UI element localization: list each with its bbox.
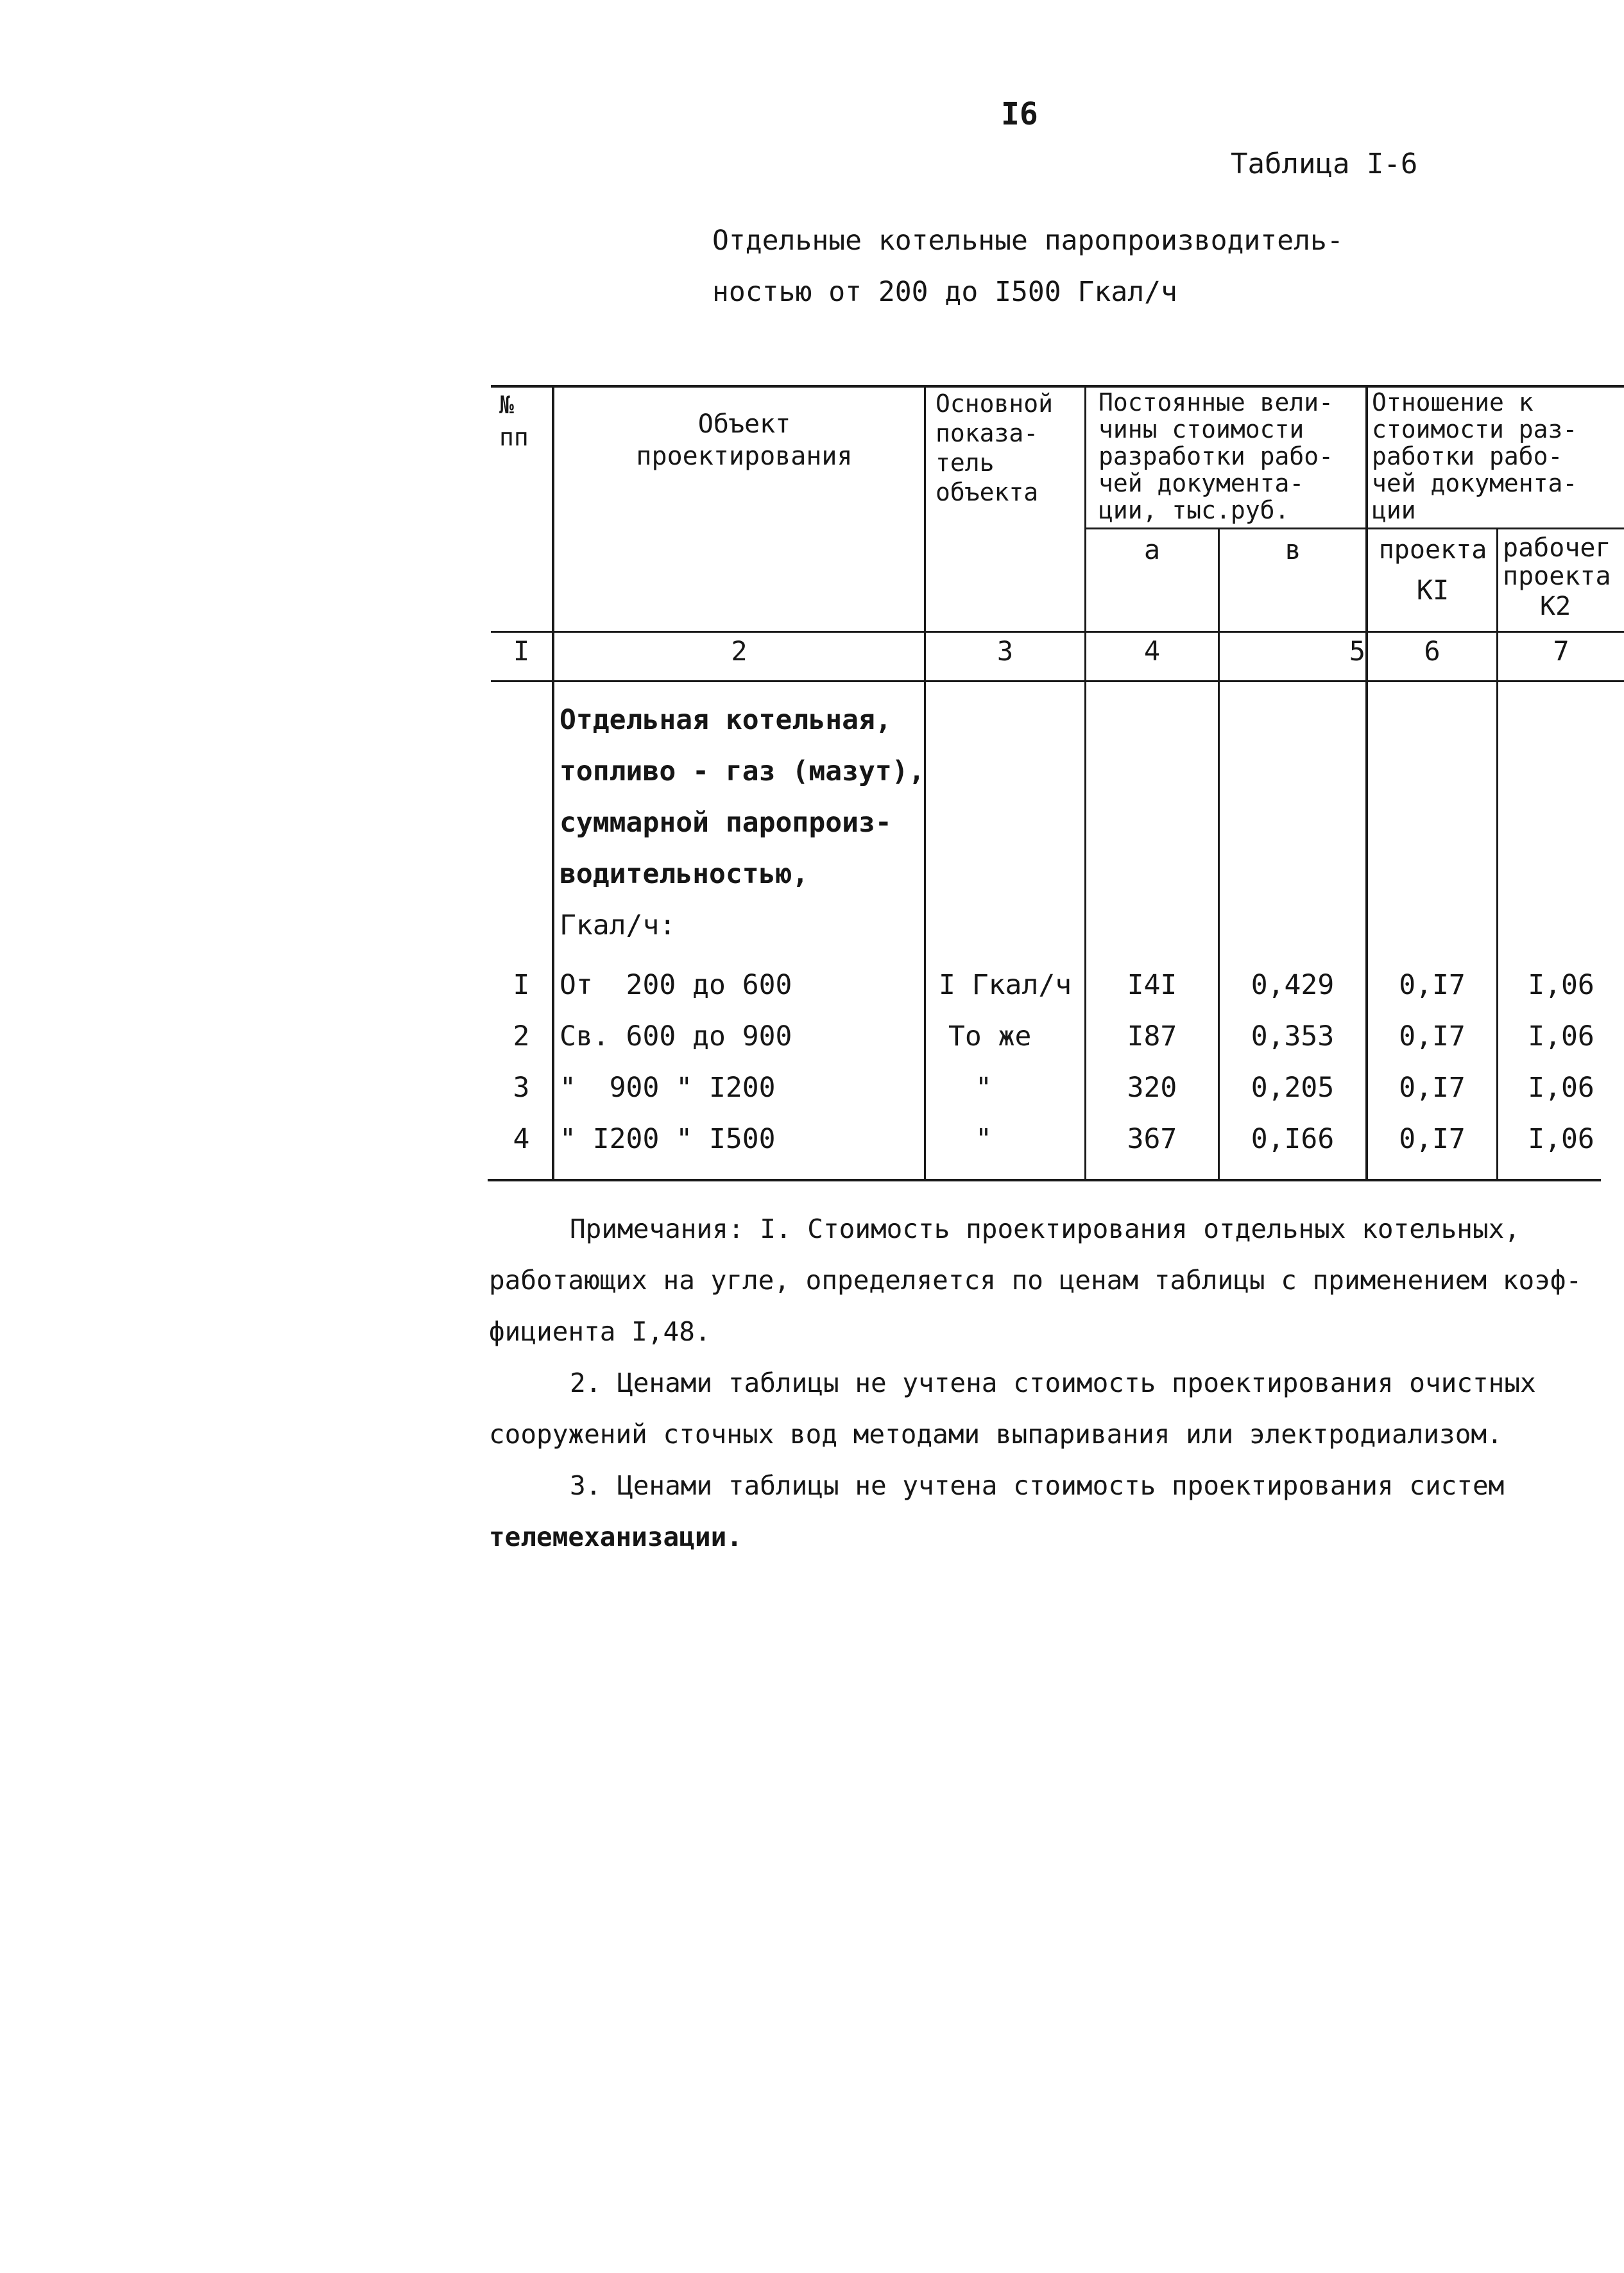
column-number-7: 7 xyxy=(1553,635,1569,667)
col-divider-3 xyxy=(1084,385,1086,1179)
row-k1: 0,I7 xyxy=(1399,1072,1466,1104)
row-number: 4 xyxy=(513,1123,530,1155)
column-number-2: 2 xyxy=(731,635,748,667)
column-number-5: 5 xyxy=(1349,635,1365,667)
group-label-line: Отдельная котельная, xyxy=(560,704,892,736)
row-number: 3 xyxy=(513,1072,530,1104)
row-k2: I,06 xyxy=(1528,1072,1594,1104)
row-value-b: 0,I66 xyxy=(1251,1123,1335,1155)
column-number-1: I xyxy=(513,635,530,667)
row-value-b: 0,205 xyxy=(1251,1072,1335,1104)
row-object: От 200 до 600 xyxy=(560,969,792,1001)
table-title-line-1: Отдельные котельные паропроизводитель- xyxy=(712,225,1344,257)
group-label-line: Гкал/ч: xyxy=(560,909,676,941)
row-k2: I,06 xyxy=(1528,1123,1594,1155)
row-object: " 900 " I200 xyxy=(560,1072,776,1104)
row-k1: 0,I7 xyxy=(1399,1123,1466,1155)
subheader-rule xyxy=(1084,528,1624,529)
row-indicator: I Гкал/ч xyxy=(939,969,1072,1001)
header-k1: КI xyxy=(1416,574,1449,606)
page-number: I6 xyxy=(1001,96,1038,132)
header-object: Объект проектирования xyxy=(636,409,853,471)
table-bottom-border xyxy=(488,1179,1601,1181)
header-indicator: Основной показа- тель объекта xyxy=(936,390,1054,506)
row-value-a: 367 xyxy=(1127,1123,1177,1155)
note-line: фициента I,48. xyxy=(489,1316,711,1347)
group-label-line: водительностью, xyxy=(560,858,809,890)
note-line: работающих на угле, определяется по ценам таблицы с применением коэф- xyxy=(489,1265,1582,1296)
table-title-line-2: ностью от 200 до I500 Гкал/ч xyxy=(712,276,1177,308)
note-line: сооружений сточных вод методами выпаривания или электродиализом. xyxy=(489,1419,1503,1450)
row-number: 2 xyxy=(513,1020,530,1052)
row-value-a: I87 xyxy=(1127,1020,1177,1052)
row-number: I xyxy=(513,969,530,1001)
header-k2-label: рабочег проекта xyxy=(1503,533,1611,591)
row-k2: I,06 xyxy=(1528,1020,1594,1052)
note-line: 2. Ценами таблицы не учтена стоимость проектирования очистных xyxy=(570,1368,1536,1398)
row-object: " I200 " I500 xyxy=(560,1123,776,1155)
column-number-4: 4 xyxy=(1143,635,1161,667)
col-divider-1 xyxy=(552,385,554,1179)
row-value-b: 0,429 xyxy=(1251,969,1335,1001)
col-divider-5 xyxy=(1365,385,1368,1179)
row-indicator: " xyxy=(975,1123,992,1155)
row-value-b: 0,353 xyxy=(1251,1020,1335,1052)
column-number-3: 3 xyxy=(996,635,1014,667)
row-indicator: " xyxy=(975,1072,992,1104)
note-line: 3. Ценами таблицы не учтена стоимость проектирования систем xyxy=(570,1470,1505,1501)
row-k1: 0,I7 xyxy=(1399,969,1466,1001)
note-line: телемеханизации. xyxy=(489,1522,742,1552)
header-k2: К2 xyxy=(1540,592,1571,621)
header-constants: Постоянные вели- чины стоимости разработки рабо- чей документа- ции, тыс.руб. xyxy=(1098,388,1334,524)
header-b: в xyxy=(1285,534,1301,565)
row-value-a: 320 xyxy=(1127,1072,1177,1104)
colnum-bottom-rule xyxy=(491,680,1624,682)
column-number-6: 6 xyxy=(1424,635,1440,667)
row-k1: 0,I7 xyxy=(1399,1020,1466,1052)
row-object: Св. 600 до 900 xyxy=(560,1020,792,1052)
group-label-line: топливо - газ (мазут), xyxy=(560,755,925,787)
table-top-border xyxy=(491,385,1624,388)
header-k1-label: проекта xyxy=(1378,535,1487,565)
note-line: Примечания: I. Стоимость проектирования отдельных котельных, xyxy=(570,1214,1521,1244)
table-label: Таблица I-6 xyxy=(1231,148,1418,180)
row-k2: I,06 xyxy=(1528,969,1594,1001)
row-value-a: I4I xyxy=(1127,969,1177,1001)
header-number: № пп xyxy=(499,391,529,451)
header-bottom-rule xyxy=(491,631,1624,633)
header-ratio: Отношение к стоимости раз- работки рабо- чей документа- ции xyxy=(1372,388,1578,524)
row-indicator: То же xyxy=(948,1020,1032,1052)
group-label-line: суммарной паропроиз- xyxy=(560,807,892,839)
header-a: а xyxy=(1143,534,1161,565)
